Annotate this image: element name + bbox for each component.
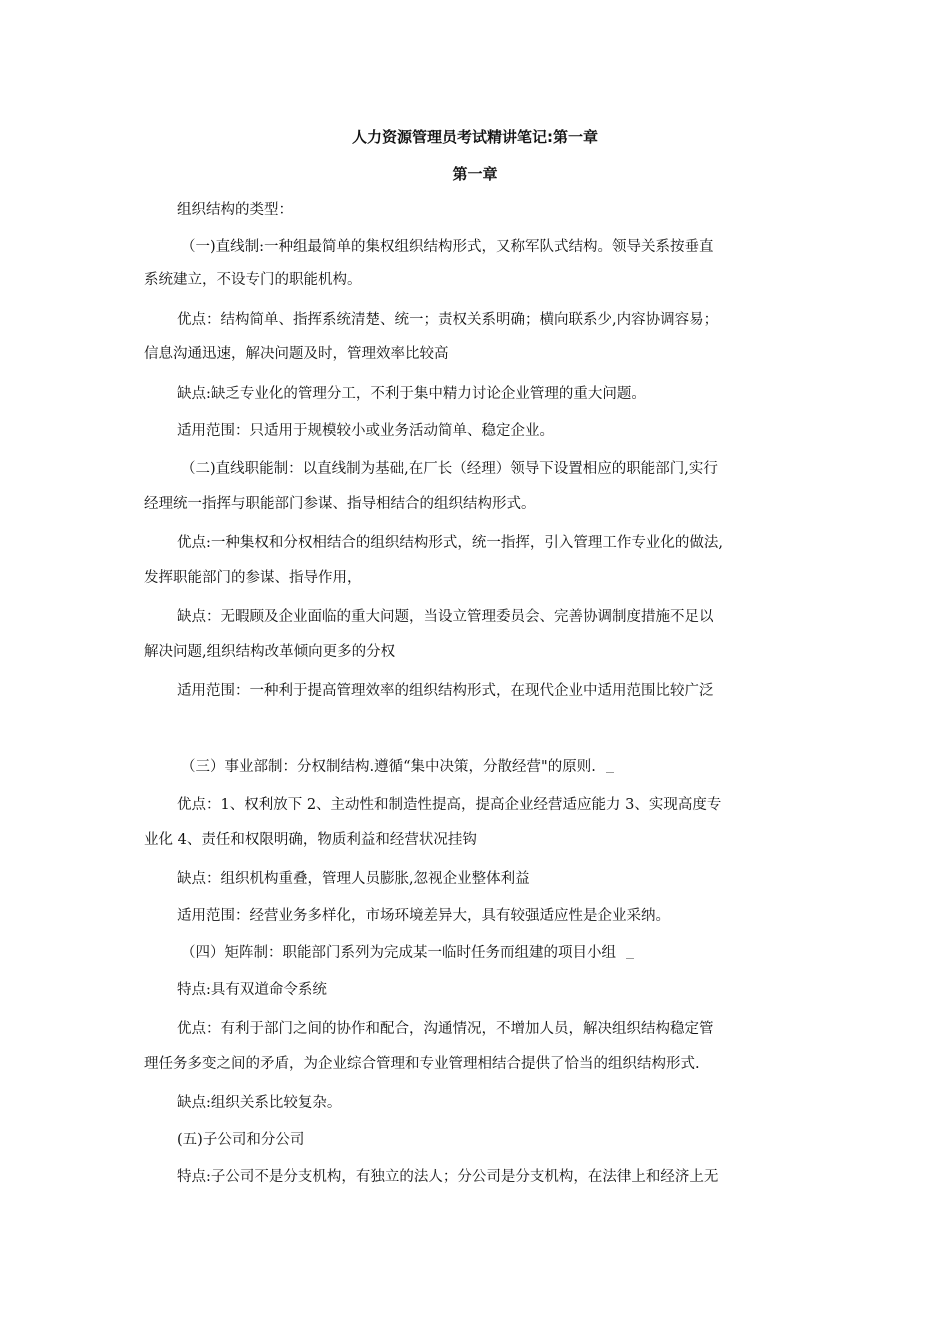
paragraph-line: 缺点：组织机构重叠，管理人员膨胀,忽视企业整体利益 bbox=[177, 871, 530, 887]
paragraph-line: 缺点:组织关系比较复杂。 bbox=[177, 1095, 342, 1111]
paragraph-line: 缺点:缺乏专业化的管理分工，不利于集中精力讨论企业管理的重大问题。 bbox=[177, 386, 646, 402]
paragraph-line: 解决问题,组织结构改革倾向更多的分权 bbox=[144, 644, 396, 660]
paragraph-line: 特点:具有双道命令系统 bbox=[177, 982, 327, 998]
paragraph-line: 特点:子公司不是分支机构，有独立的法人；分公司是分支机构，在法律上和经济上无 bbox=[177, 1169, 719, 1185]
paragraph-line: 优点：有利于部门之间的协作和配合，沟通情况，不增加人员，解决组织结构稳定管 bbox=[177, 1021, 714, 1037]
chapter-heading: 第一章 bbox=[452, 165, 498, 183]
paragraph-line: 理任务多变之间的矛盾，为企业综合管理和专业管理相结合提供了恰当的组织结构形式. bbox=[144, 1056, 700, 1072]
paragraph-line: 适用范围：只适用于规模较小或业务活动简单、稳定企业。 bbox=[177, 423, 554, 439]
paragraph-line: 优点:一种集权和分权相结合的组织结构形式，统一指挥，引入管理工作专业化的做法, bbox=[177, 535, 723, 551]
paragraph-line: 适用范围：一种利于提高管理效率的组织结构形式，在现代企业中适用范围比较广泛 bbox=[177, 683, 714, 699]
paragraph-line: （二)直线职能制：以直线制为基础,在厂长（经理）领导下设置相应的职能部门,实行 bbox=[181, 461, 718, 477]
paragraph-line: 组织结构的类型： bbox=[177, 202, 293, 218]
paragraph-line: 业化 4、责任和权限明确，物质利益和经营状况挂钩 bbox=[144, 832, 477, 848]
paragraph-line bbox=[181, 943, 634, 963]
paragraph-text: （三）事业部制：分权制结构.遵循“集中决策，分散经营"的原则. bbox=[181, 759, 596, 775]
paragraph-line: 优点：结构简单、指挥系统清楚、统一；责权关系明确；横向联系少,内容协调容易； bbox=[177, 312, 719, 328]
paragraph-line: （一)直线制:一种组最简单的集权组织结构形式，又称军队式结构。领导关系按垂直 bbox=[181, 239, 714, 255]
paragraph-line: 适用范围：经营业务多样化，市场环境差异大，具有较强适应性是企业采纳。 bbox=[177, 908, 670, 924]
paragraph-line: (五)子公司和分公司 bbox=[177, 1132, 305, 1148]
paragraph-line: 信息沟通迅速，解决问题及时，管理效率比较高 bbox=[144, 346, 449, 362]
document-title: 人力资源管理员考试精讲笔记:第一章 bbox=[351, 128, 598, 146]
underline-mark bbox=[626, 958, 634, 959]
paragraph-line: 缺点：无暇顾及企业面临的重大问题，当设立管理委员会、完善协调制度措施不足以 bbox=[177, 609, 714, 625]
paragraph-text: （四）矩阵制：职能部门系列为完成某一临时任务而组建的项目小组 bbox=[181, 945, 616, 961]
paragraph-line: 发挥职能部门的参谋、指导作用， bbox=[144, 570, 362, 586]
paragraph-line: 优点：1、权利放下 2、主动性和制造性提高，提高企业经营适应能力 3、实现高度专 bbox=[177, 797, 722, 813]
paragraph-line bbox=[181, 757, 614, 777]
underline-mark bbox=[606, 772, 614, 773]
paragraph-line: 经理统一指挥与职能部门参谋、指导相结合的组织结构形式。 bbox=[144, 496, 536, 512]
paragraph-line: 系统建立，不设专门的职能机构。 bbox=[144, 272, 362, 288]
